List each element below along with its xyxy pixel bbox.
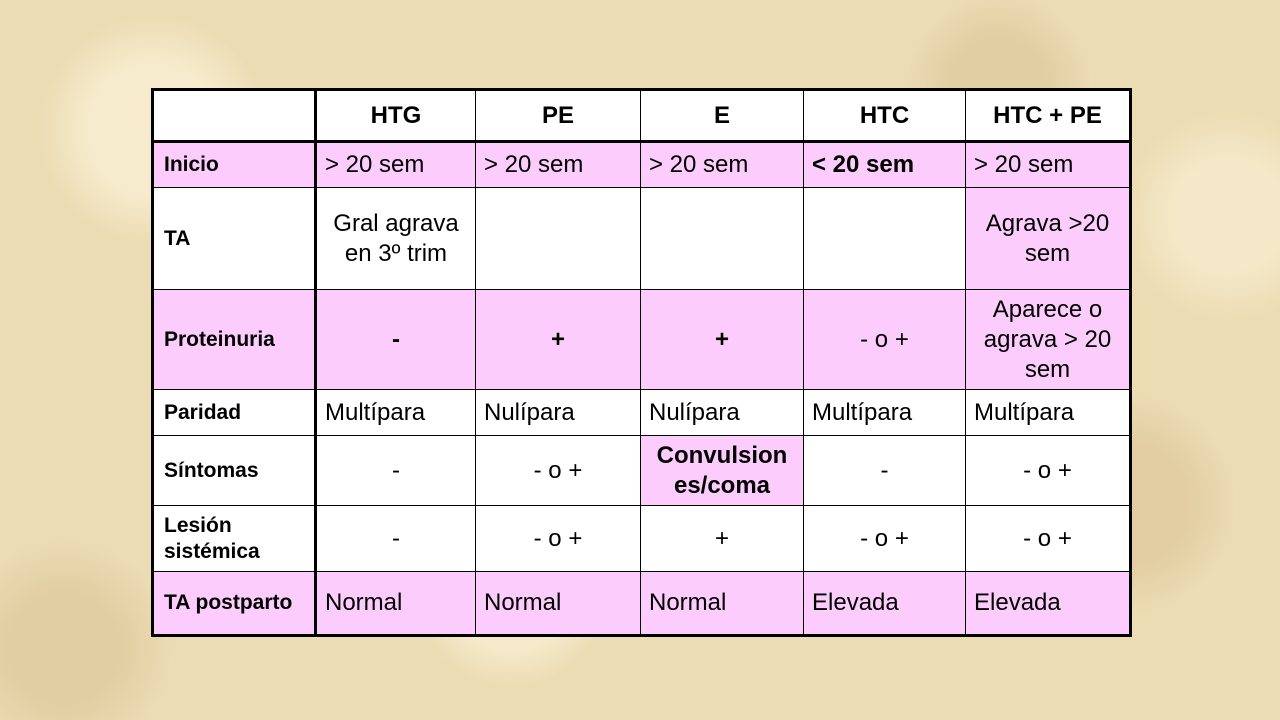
- table-cell: > 20 sem: [316, 142, 476, 188]
- table-cell: - o +: [966, 436, 1131, 506]
- header-row: [153, 90, 1131, 142]
- table-cell: Elevada: [966, 572, 1131, 636]
- table-cell: [804, 188, 966, 290]
- table-cell: - o +: [476, 506, 641, 572]
- header-cell-htc-pe: HTC + PE: [966, 90, 1131, 142]
- table-cell: [476, 188, 641, 290]
- table-cell: +: [641, 506, 804, 572]
- row-label-ta-postparto: TA postparto: [153, 572, 316, 636]
- table-cell: Aparece o agrava > 20 sem: [966, 290, 1131, 390]
- row-label-proteinuria: Proteinuria: [153, 290, 316, 390]
- table-cell: Multípara: [316, 390, 476, 436]
- table-row-proteinuria: [153, 290, 1131, 390]
- table-cell: > 20 sem: [641, 142, 804, 188]
- table-cell: > 20 sem: [476, 142, 641, 188]
- table-row-ta: [153, 188, 1131, 290]
- table-row-lesion: [153, 506, 1131, 572]
- table-cell: Multípara: [804, 390, 966, 436]
- table-row-ta-postparto: [153, 572, 1131, 636]
- table-cell: - o +: [804, 506, 966, 572]
- table-cell: -: [316, 436, 476, 506]
- table-cell: Multípara: [966, 390, 1131, 436]
- table-cell: Nulípara: [641, 390, 804, 436]
- table-cell: - o +: [476, 436, 641, 506]
- header-cell-htg: HTG: [316, 90, 476, 142]
- header-cell-corner: [153, 90, 316, 142]
- table-cell: Normal: [316, 572, 476, 636]
- table-cell: - o +: [804, 290, 966, 390]
- row-label-lesion: Lesión sistémica: [153, 506, 316, 572]
- table-cell: Gral agrava en 3º trim: [316, 188, 476, 290]
- table-cell: Convulsiones/coma: [641, 436, 804, 506]
- table-row-paridad: [153, 390, 1131, 436]
- header-cell-e: E: [641, 90, 804, 142]
- header-cell-pe: PE: [476, 90, 641, 142]
- table-cell: Normal: [476, 572, 641, 636]
- table-row-inicio: [153, 142, 1131, 188]
- table-cell: [641, 188, 804, 290]
- table-cell: < 20 sem: [804, 142, 966, 188]
- row-label-paridad: Paridad: [153, 390, 316, 436]
- table-cell: +: [641, 290, 804, 390]
- table-cell: Agrava >20 sem: [966, 188, 1131, 290]
- row-label-inicio: Inicio: [153, 142, 316, 188]
- table-row-sintomas: [153, 436, 1131, 506]
- table-cell: +: [476, 290, 641, 390]
- row-label-ta: TA: [153, 188, 316, 290]
- table-cell: Elevada: [804, 572, 966, 636]
- row-label-sintomas: Síntomas: [153, 436, 316, 506]
- comparison-table: [151, 88, 1132, 637]
- table-cell: - o +: [966, 506, 1131, 572]
- header-cell-htc: HTC: [804, 90, 966, 142]
- table-cell: Normal: [641, 572, 804, 636]
- table-cell: -: [804, 436, 966, 506]
- table-cell: > 20 sem: [966, 142, 1131, 188]
- table-cell: Nulípara: [476, 390, 641, 436]
- table-cell: -: [316, 290, 476, 390]
- table-cell: -: [316, 506, 476, 572]
